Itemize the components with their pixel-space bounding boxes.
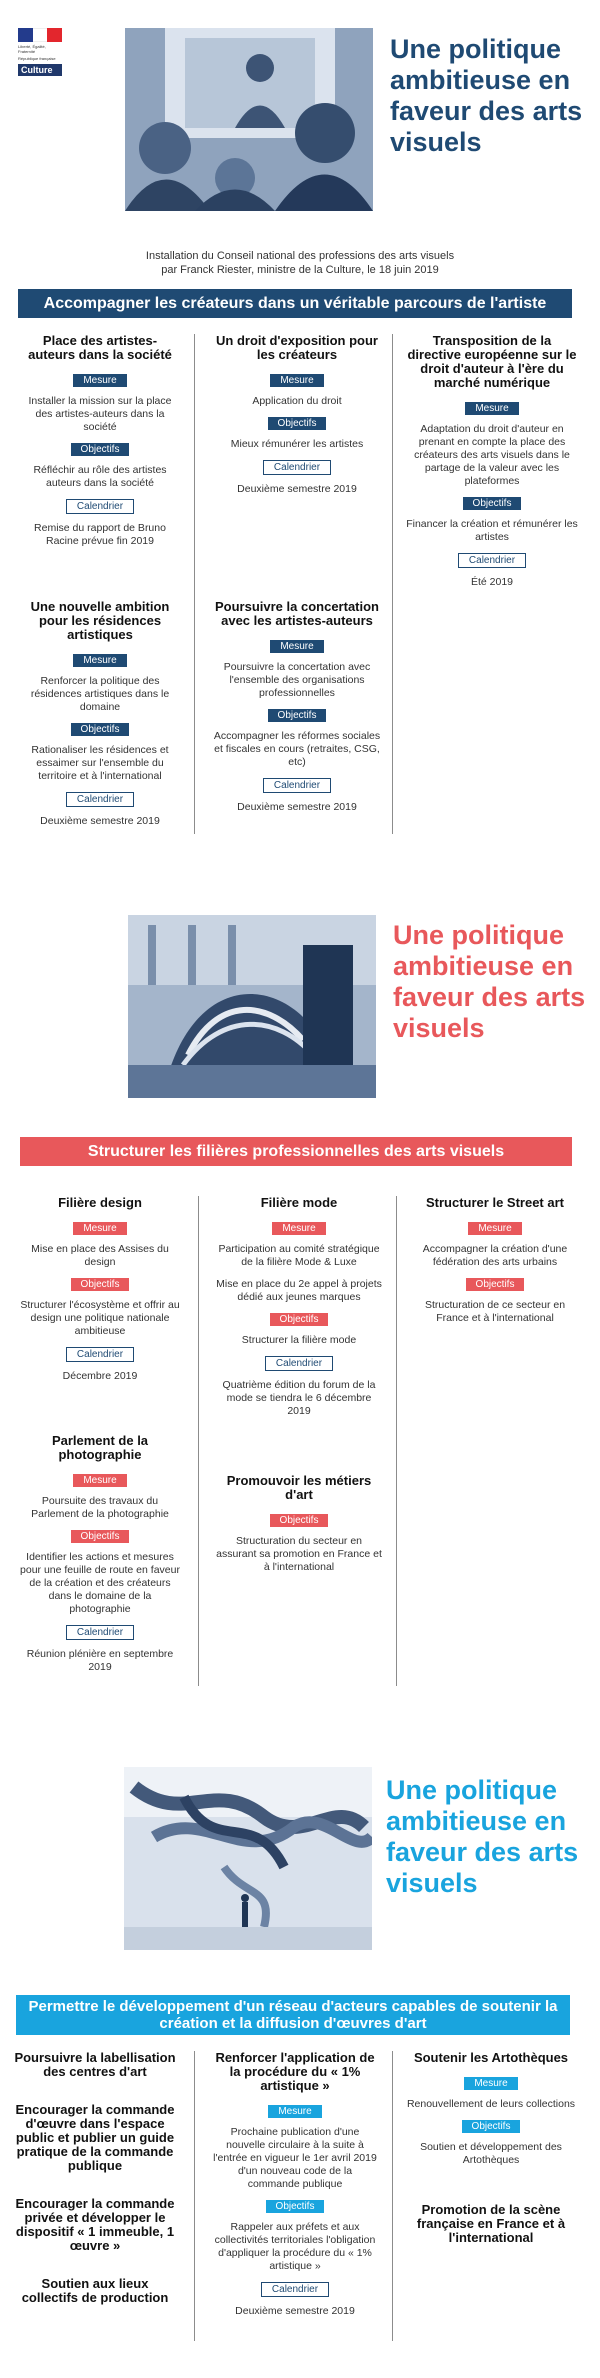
objectifs-label: Objectifs <box>71 1278 130 1291</box>
objectifs-label: Objectifs <box>462 2120 521 2133</box>
objectifs-label: Objectifs <box>270 1514 329 1527</box>
caption-line-2: par Franck Riester, ministre de la Culture, le 18 juin 2019 <box>161 264 439 276</box>
calendrier-text: Quatrième édition du forum de la mode se tiendra le 6 décembre 2019 <box>222 1379 376 1417</box>
block-concertation <box>212 600 382 823</box>
calendrier-text: Réunion plénière en septembre 2019 <box>26 1648 174 1673</box>
calendrier-label: Calendrier <box>66 792 134 807</box>
calendrier-label: Calendrier <box>66 1625 134 1640</box>
objectifs-label: Objectifs <box>71 1530 130 1543</box>
mesure-label: Mesure <box>465 402 518 415</box>
list-item: Soutien aux lieux collectifs de production <box>21 2276 169 2305</box>
block-residences <box>20 600 180 837</box>
objectifs-text: Accompagner les réformes sociales et fiscales en cours (retraites, CSG, etc) <box>213 730 381 768</box>
objectifs-text: Rationaliser les résidences et essaimer sur l'ensemble du territoire et à l'international <box>31 744 169 782</box>
calendrier-text: Décembre 2019 <box>62 1370 138 1382</box>
mesure-label: Mesure <box>73 1222 126 1235</box>
hero-caption <box>120 249 480 277</box>
mesure-text: Adaptation du droit d'auteur en prenant en compte la place des créateurs des arts visuels dans le partage de la valeur avec les plateformes <box>414 423 570 487</box>
mesure-text: Accompagner la création d'une fédération des arts urbains <box>422 1243 568 1268</box>
block-title: Place des artistes-auteurs dans la société <box>28 333 172 362</box>
hero-photo-workshop <box>128 915 376 1098</box>
column-divider <box>194 334 195 834</box>
logo-culture: Culture <box>18 64 62 76</box>
objectifs-text: Rappeler aux préfets et aux collectivités territoriales l'obligation d'appliquer la procédure du « 1% artistique » <box>214 2221 376 2272</box>
mesure-label: Mesure <box>468 1222 521 1235</box>
mesure-text: Renforcer la politique des résidences artistiques dans le domaine <box>30 675 170 713</box>
ministry-logo <box>18 28 62 76</box>
section3-title: Une politique ambitieuse en faveur des arts visuels <box>386 1775 579 1898</box>
block-title: Parlement de la photographie <box>51 1433 149 1462</box>
section1-band: Accompagner les créateurs dans un véritable parcours de l'artiste <box>18 289 572 318</box>
section1-title: Une politique ambitieuse en faveur des arts visuels <box>390 34 583 157</box>
mesure-label: Mesure <box>73 374 126 387</box>
block-reseau-acteurs <box>14 2051 176 2329</box>
calendrier-label: Calendrier <box>265 1356 333 1371</box>
block-title: Un droit d'exposition pour les créateurs <box>216 333 378 362</box>
calendrier-text: Deuxième semestre 2019 <box>235 2305 355 2317</box>
column-divider <box>194 2051 195 2341</box>
hero-photo-sculpture <box>124 1767 372 1950</box>
list-item: Encourager la commande privée et développer le dispositif « 1 immeuble, 1 œuvre » <box>15 2196 175 2253</box>
column-divider <box>392 334 393 834</box>
section2-title: Une politique ambitieuse en faveur des arts visuels <box>393 920 586 1043</box>
objectifs-label: Objectifs <box>71 723 130 736</box>
objectifs-text: Réfléchir au rôle des artistes auteurs dans la société <box>33 464 167 489</box>
logo-republic: République française <box>18 56 56 61</box>
column-divider <box>198 1196 199 1686</box>
mesure-text: Installer la mission sur la place des artistes-auteurs dans la société <box>28 395 172 433</box>
objectifs-label: Objectifs <box>266 2200 325 2213</box>
calendrier-label: Calendrier <box>66 499 134 514</box>
block-un-pourcent-artistique <box>212 2051 378 2327</box>
block-title: Filière mode <box>260 1195 338 1210</box>
column-divider <box>392 2051 393 2341</box>
mesure-label: Mesure <box>270 640 323 653</box>
block-filiere-mode <box>216 1196 382 1427</box>
calendrier-label: Calendrier <box>263 460 331 475</box>
column-divider <box>396 1196 397 1686</box>
calendrier-text: Deuxième semestre 2019 <box>237 483 357 495</box>
objectifs-text: Financer la création et rémunérer les artistes <box>406 518 578 543</box>
caption-line-1: Installation du Conseil national des professions des arts visuels <box>145 250 455 262</box>
block-metiers-art <box>216 1474 382 1583</box>
mesure-text: Mise en place des Assises du design <box>31 1243 169 1268</box>
objectifs-label: Objectifs <box>268 417 327 430</box>
mesure-label: Mesure <box>270 374 323 387</box>
block-street-art <box>410 1196 580 1334</box>
calendrier-text: Été 2019 <box>470 576 514 588</box>
block-title: Transposition de la directive européenne sur le droit d'auteur à l'ère du marché numérique <box>407 333 577 390</box>
block-title: Promouvoir les métiers d'art <box>226 1473 372 1502</box>
objectifs-text: Mieux rémunérer les artistes <box>230 438 364 450</box>
block-place-artistes <box>20 334 180 557</box>
objectifs-label: Objectifs <box>71 443 130 456</box>
objectifs-label: Objectifs <box>466 1278 525 1291</box>
mesure-text: Prochaine publication d'une nouvelle circulaire à la suite à l'entrée en vigueur le 1er avril 2019 d'un nouveau code de la commande publique <box>213 2126 377 2190</box>
calendrier-label: Calendrier <box>458 553 526 568</box>
objectifs-label: Objectifs <box>270 1313 329 1326</box>
block-title: Renforcer l'application de la procédure du « 1% artistique » <box>215 2050 375 2093</box>
objectifs-text: Structurer l'écosystème et offrir au design une politique nationale ambitieuse <box>20 1299 180 1337</box>
french-flag-icon <box>18 28 62 42</box>
mesure-text-2: Mise en place du 2e appel à projets dédié aux jeunes marques <box>216 1278 382 1303</box>
calendrier-text: Deuxième semestre 2019 <box>237 801 357 813</box>
objectifs-text: Structuration de ce secteur en France et à l'international <box>424 1299 566 1324</box>
logo-motto: Liberté, Égalité, Fraternité <box>18 44 46 54</box>
mesure-label: Mesure <box>268 2105 321 2118</box>
section2-band: Structurer les filières professionnelles des arts visuels <box>20 1137 572 1166</box>
list-item: Encourager la commande d'œuvre dans l'espace public et publier un guide pratique de la commande publique <box>15 2102 175 2173</box>
calendrier-text: Deuxième semestre 2019 <box>40 815 160 827</box>
hero-photo-conference <box>125 28 373 211</box>
block-parlement-photographie <box>20 1434 180 1683</box>
calendrier-label: Calendrier <box>66 1347 134 1362</box>
mesure-label: Mesure <box>73 654 126 667</box>
mesure-label: Mesure <box>464 2077 517 2090</box>
block-title: Filière design <box>58 1195 142 1210</box>
mesure-text: Poursuite des travaux du Parlement de la photographie <box>31 1495 169 1520</box>
calendrier-label: Calendrier <box>261 2282 329 2297</box>
mesure-label: Mesure <box>73 1474 126 1487</box>
mesure-text: Renouvellement de leurs collections <box>406 2098 576 2110</box>
section3-band: Permettre le développement d'un réseau d'acteurs capables de soutenir la création et la diffusion d'œuvres d'art <box>16 1995 570 2035</box>
block-title: Poursuivre la concertation avec les artistes-auteurs <box>215 599 379 628</box>
list-item: Poursuivre la labellisation des centres d'art <box>14 2050 176 2079</box>
calendrier-label: Calendrier <box>263 778 331 793</box>
objectifs-text: Structurer la filière mode <box>241 1334 357 1346</box>
objectifs-text: Structuration du secteur en assurant sa promotion en France et à l'international <box>216 1535 382 1573</box>
mesure-label: Mesure <box>272 1222 325 1235</box>
block-title: Structurer le Street art <box>426 1195 564 1210</box>
block-title: Une nouvelle ambition pour les résidences artistiques <box>30 599 170 642</box>
calendrier-text: Remise du rapport de Bruno Racine prévue fin 2019 <box>34 522 166 547</box>
block-title-promotion: Promotion de la scène française en France et à l'international <box>416 2202 566 2245</box>
block-title: Soutenir les Artothèques <box>413 2050 569 2065</box>
block-directive-europeenne <box>406 334 578 598</box>
mesure-text: Poursuivre la concertation avec l'ensemble des organisations professionnelles <box>223 661 371 699</box>
block-filiere-design <box>20 1196 180 1392</box>
block-artotheques <box>406 2051 576 2257</box>
mesure-text: Application du droit <box>252 395 342 407</box>
objectifs-text: Soutien et développement des Artothèques <box>420 2141 562 2166</box>
mesure-text-1: Participation au comité stratégique de la filière Mode & Luxe <box>218 1243 380 1268</box>
objectifs-text: Identifier les actions et mesures pour une feuille de route en faveur de la création et des créateurs dans le domaine de la photographie <box>20 1551 180 1615</box>
objectifs-label: Objectifs <box>463 497 522 510</box>
objectifs-label: Objectifs <box>268 709 327 722</box>
block-droit-exposition <box>212 334 382 505</box>
